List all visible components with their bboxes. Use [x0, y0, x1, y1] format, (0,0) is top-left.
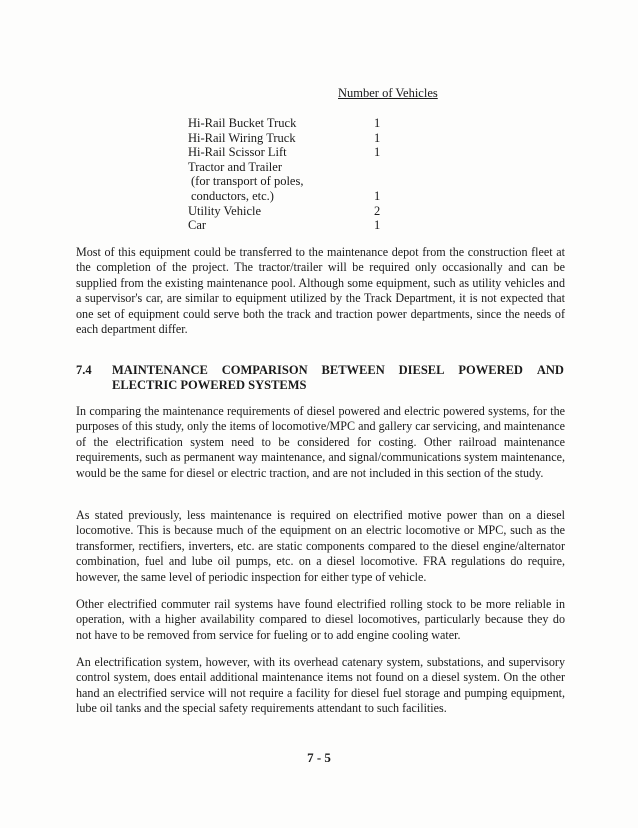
vehicle-name: conductors, etc.) [191, 188, 274, 203]
vehicle-name: Utility Vehicle [188, 203, 262, 218]
page-number: 7 - 5 [307, 750, 331, 765]
vehicle-name: Tractor and Trailer [188, 159, 282, 174]
heading-word: COMPARISON [221, 363, 308, 377]
table-row [188, 189, 388, 204]
body-paragraph: In comparing the maintenance requirements of diesel powered and electric powered systems, for the purposes of this study, only the items of locomotive/MPC and gallery car servicing, and maintenance of the electrification system need to be considered for costing. Other railroad maintenance requirements, such as permanent way maintenance, and signal/communications system maintenance, would be the same for diesel or electric traction, and are not included in this section of the study. [76, 404, 565, 480]
body-paragraph: Other electrified commuter rail systems have found electrified rolling stock to be more reliable in operation, with a higher availability compared to diesel locomotives, particularly because they do not have to be removed from service for fueling or to add engine cooling water. [76, 597, 565, 642]
body-paragraph: An electrification system, however, with its overhead catenary system, substations, and supervisory control system, does entail additional maintenance items not found on a diesel system. On the other hand an electrified service will not require a facility for diesel fuel storage and pumping equipment, lube oil tanks and the special safety requirements attendant to such facilities. [76, 655, 565, 716]
vehicle-name: Hi-Rail Bucket Truck [188, 116, 297, 130]
vehicle-count: 1 [374, 188, 381, 203]
heading-word: AND [536, 363, 564, 377]
table-row [188, 218, 388, 233]
heading-word: BETWEEN [321, 363, 385, 377]
vehicle-name: Hi-Rail Wiring Truck [188, 130, 296, 145]
table-row [188, 116, 388, 131]
table-row [188, 174, 388, 189]
heading-word: DIESEL [398, 363, 445, 377]
section-number: 7.4 [76, 363, 92, 377]
section-heading-line-1 [112, 363, 564, 378]
vehicles-column-header: Number of Vehicles [338, 86, 438, 100]
vehicle-count [374, 160, 388, 175]
vehicle-name: Hi-Rail Scissor Lift [188, 145, 287, 160]
table-row [188, 204, 388, 219]
heading-word: MAINTENANCE [112, 363, 208, 377]
vehicle-name: (for transport of poles, [191, 174, 304, 189]
vehicle-count: 1 [374, 130, 381, 145]
vehicle-name: Car [188, 218, 207, 233]
vehicle-count: 1 [374, 145, 381, 160]
vehicle-count: 1 [374, 218, 381, 233]
vehicle-count: 2 [374, 203, 381, 218]
section-heading-line-2: ELECTRIC POWERED SYSTEMS [112, 378, 307, 392]
table-row [188, 160, 388, 175]
vehicles-table [188, 116, 388, 233]
heading-word: POWERED [458, 363, 523, 377]
body-paragraph: As stated previously, less maintenance is required on electrified motive power than on a diesel locomotive. This is because much of the equipment on an electric locomotive or MPC, such as the transformer, rectifiers, inverters, etc. are static components compared to the diesel engine/alternator combination, fuel and lube oil pumps, etc. on a diesel locomotive. FRA regulations do require, however, the same level of periodic inspection for either type of vehicle. [76, 508, 565, 584]
vehicle-count [374, 174, 388, 189]
vehicle-count: 1 [374, 116, 381, 130]
body-paragraph: Most of this equipment could be transferred to the maintenance depot from the construction fleet at the completion of the project. The tractor/trailer will be required only occasionally and can be supplied from the existing maintenance pool. Although some equipment, such as utility vehicles and a supervisor's car, are similar to equipment utilized by the Track Department, it is not expected that one set of equipment could serve both the track and traction power departments, since the needs of each department differ. [76, 245, 565, 337]
section-heading [112, 363, 564, 393]
table-row [188, 145, 388, 160]
table-row [188, 131, 388, 146]
